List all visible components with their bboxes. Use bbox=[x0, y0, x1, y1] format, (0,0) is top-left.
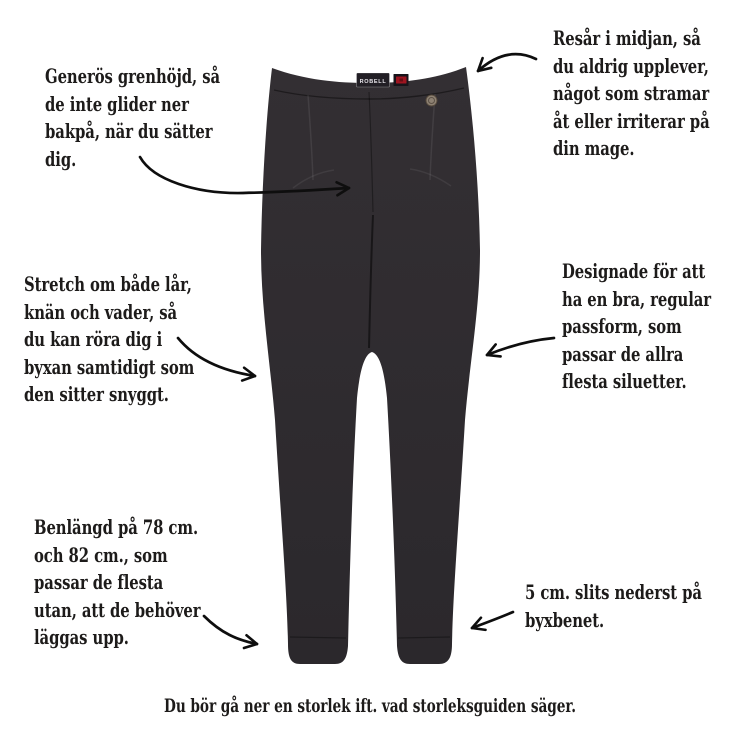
arrow-to-hip bbox=[487, 338, 554, 355]
note-line: passar de flesta bbox=[34, 571, 164, 594]
note-line: läggas upp. bbox=[34, 626, 129, 649]
note-stretch-fabric bbox=[24, 271, 194, 409]
red-tag bbox=[394, 74, 409, 86]
note-line: byxbenet. bbox=[525, 608, 605, 632]
note-line: flesta siluetter. bbox=[562, 370, 687, 393]
trousers-silhouette bbox=[261, 67, 480, 664]
note-leg-length bbox=[34, 514, 201, 652]
note-line: 5 cm. slits nederst på bbox=[525, 581, 702, 604]
note-line: din mage. bbox=[553, 137, 635, 160]
note-line: Generös grenhöjd, så bbox=[45, 65, 220, 88]
note-line: Resår i midjan, så bbox=[553, 27, 701, 50]
note-line: du kan röra dig i bbox=[24, 328, 163, 351]
note-line: ha en bra, regular bbox=[562, 287, 712, 311]
note-line: den sitter snyggt. bbox=[24, 383, 169, 406]
note-line: åt eller irriterar på bbox=[553, 109, 710, 133]
note-line: bakpå, när du sätter bbox=[45, 120, 213, 143]
brand-label-text: ROBELL bbox=[359, 78, 387, 85]
note-size-advice: Du bör gå ner en storlek ift. vad storleksguiden säger. bbox=[164, 696, 576, 717]
metal-button-icon bbox=[426, 95, 437, 106]
brand-label bbox=[357, 73, 390, 87]
note-line: och 82 cm., som bbox=[34, 543, 168, 567]
note-hem-slit bbox=[525, 579, 702, 634]
note-line: utan, att de behöver bbox=[34, 598, 201, 622]
note-line: något som stramar bbox=[553, 82, 710, 105]
note-line: Stretch om både lår, bbox=[24, 273, 192, 296]
note-line: knän och vader, så bbox=[24, 300, 178, 324]
arrow-to-right-hem bbox=[472, 612, 513, 628]
note-line: Designade för att bbox=[562, 260, 706, 283]
note-line: du aldrig upplever, bbox=[553, 54, 709, 78]
note-line: byxan samtidigt som bbox=[24, 355, 195, 379]
trousers-photo bbox=[261, 67, 480, 664]
note-crotch-height bbox=[45, 63, 220, 173]
arrow-to-left-hem bbox=[204, 616, 257, 644]
note-line: dig. bbox=[45, 147, 77, 171]
note-line: Benlängd på 78 cm. bbox=[34, 516, 199, 539]
arrow-to-waistband bbox=[478, 54, 536, 71]
note-line: passform, som bbox=[562, 315, 682, 338]
note-line: passar de allra bbox=[562, 342, 684, 366]
note-line: de inte glider ner bbox=[45, 92, 189, 116]
note-elastic-waist bbox=[553, 25, 710, 163]
note-regular-fit bbox=[562, 258, 711, 396]
